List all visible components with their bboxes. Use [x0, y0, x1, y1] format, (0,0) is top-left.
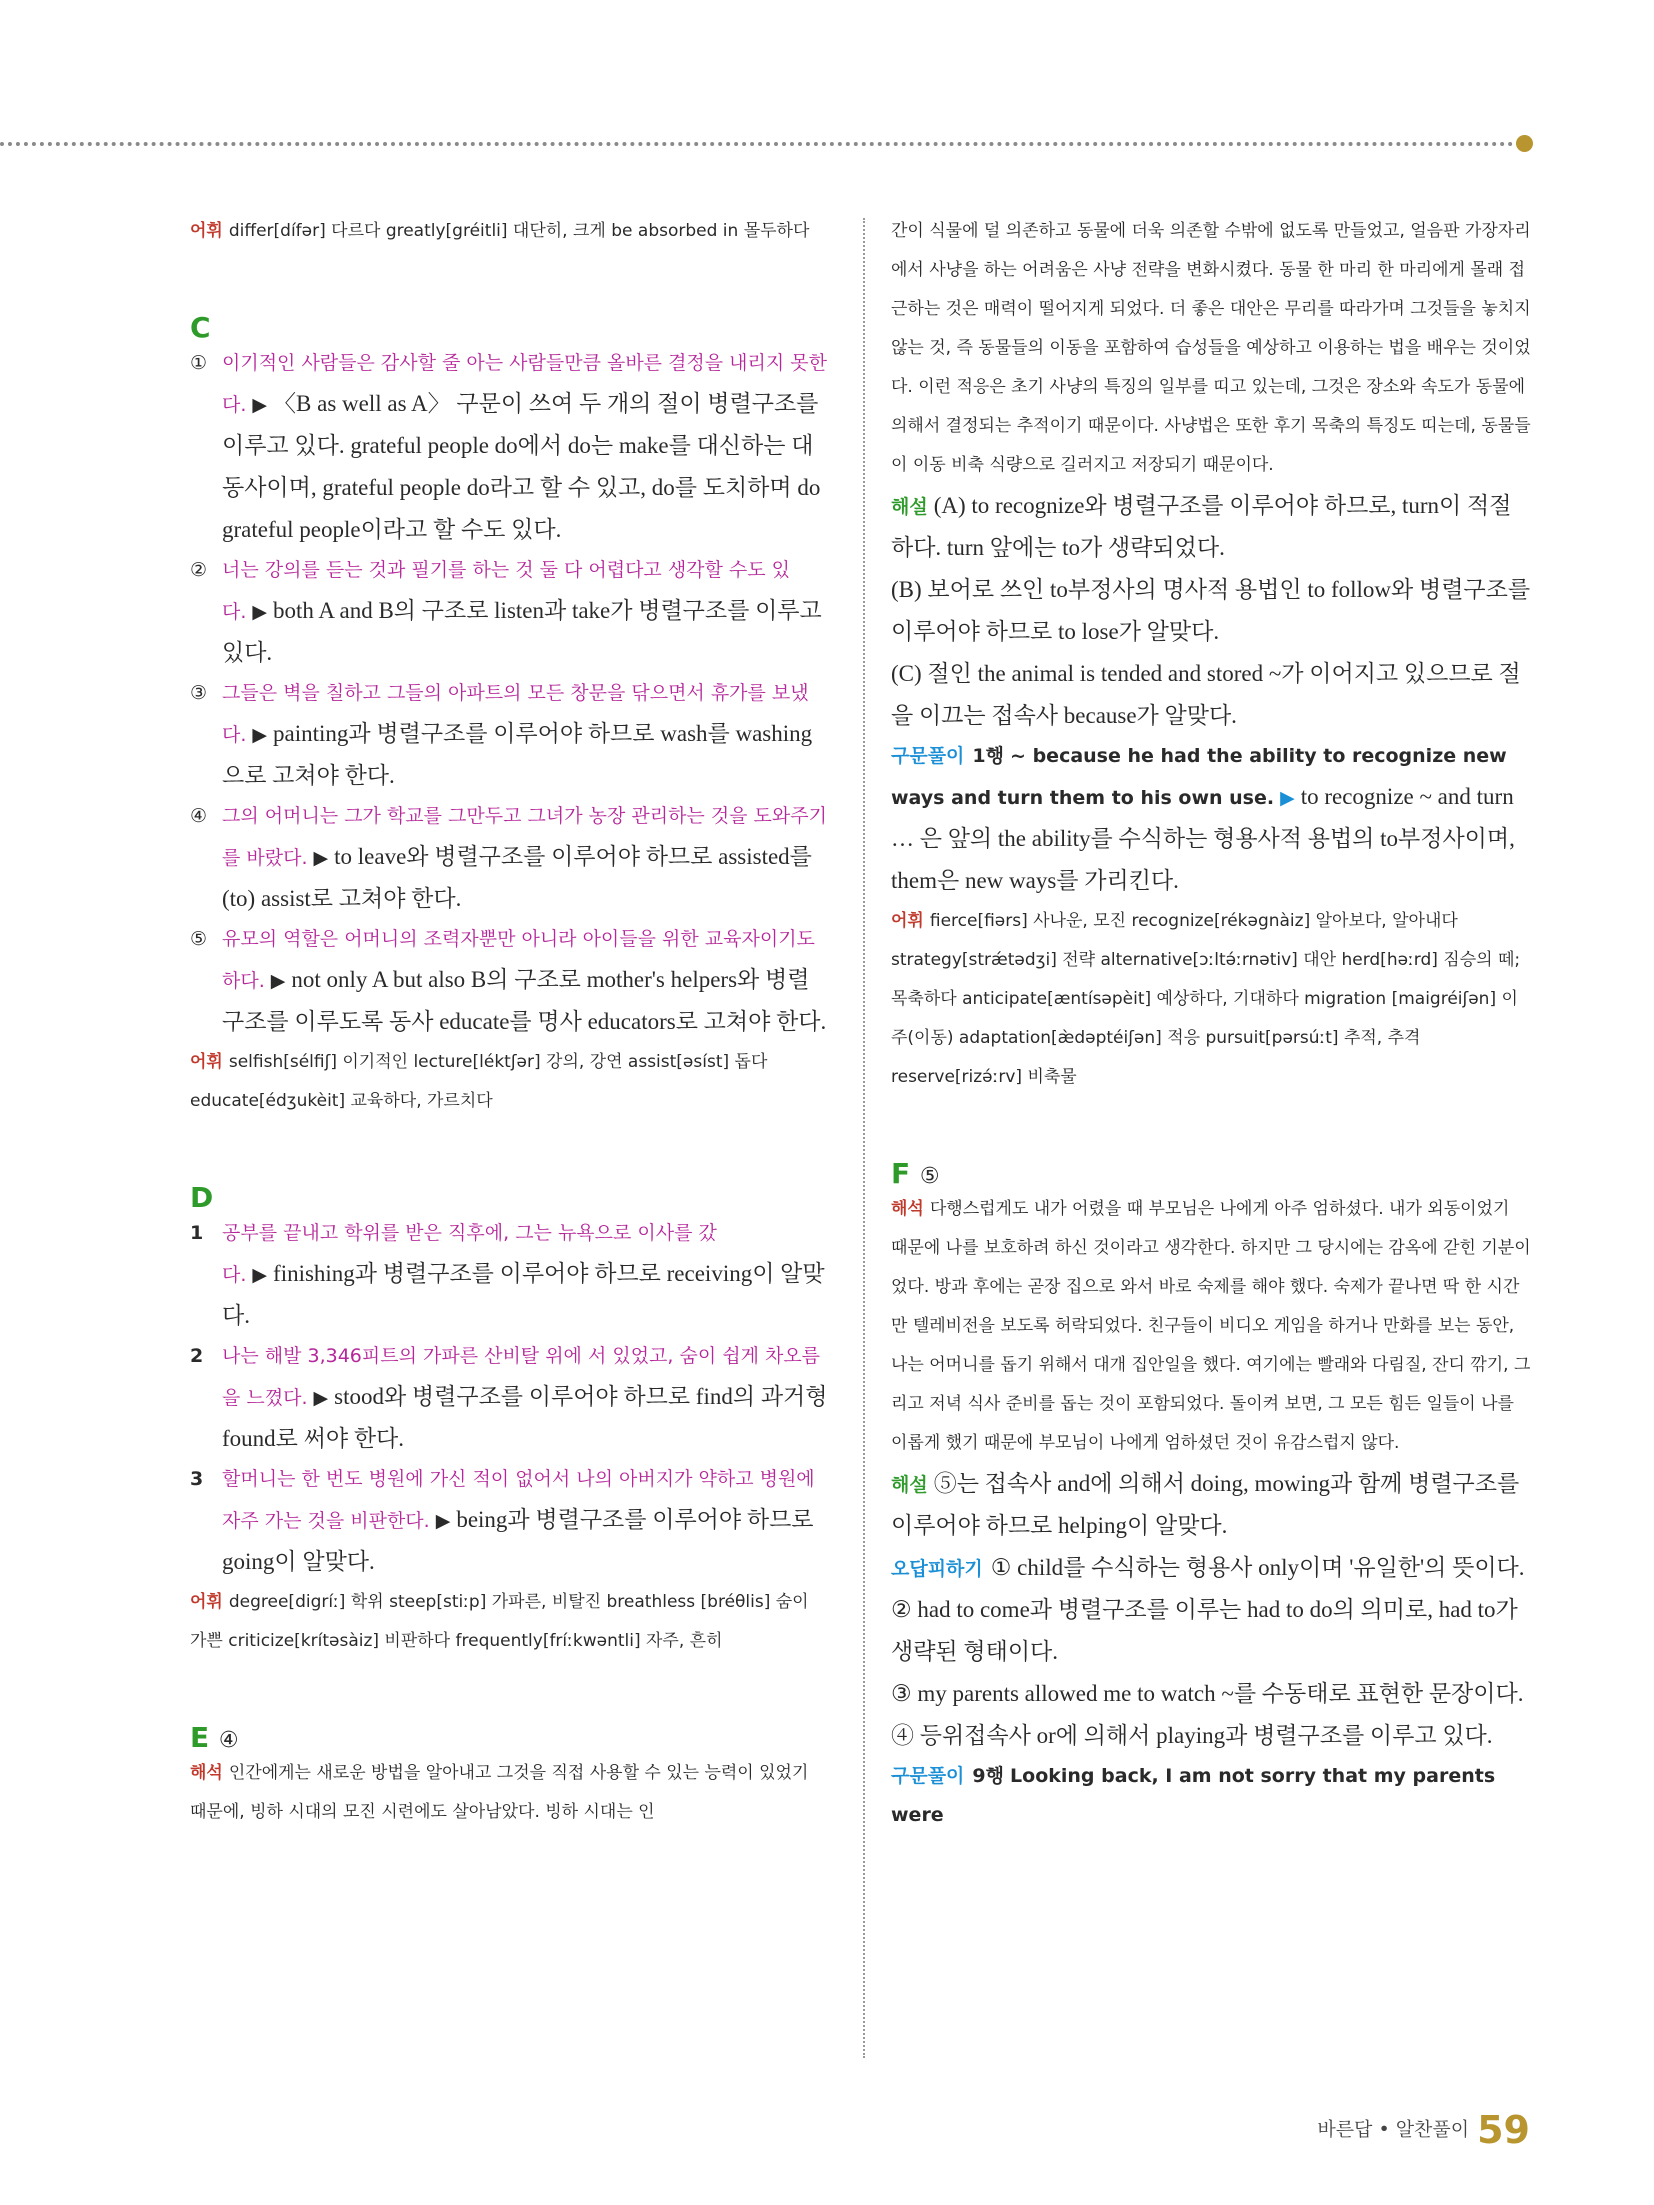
vocab-b: 어휘 differ[dífər] 다르다 greatly[gréitli] 대단히, 크게 be absorbed in 몰두하다 — [190, 221, 810, 241]
page-footer — [1317, 2108, 1530, 2152]
section-d-heading: D — [190, 1181, 214, 1214]
vocab-d: 어휘 degree[digríː] 학위 steep[stiːp] 가파른, 비탈진 breathless [bréθlis] 숨이 가쁜 criticize[krítəsàiz] 비판하다 frequently[fríːkwəntli] 자주, 흔히 — [190, 1592, 809, 1651]
section-c-heading: C — [190, 311, 211, 344]
vocab-c: 어휘 selfish[sélfiʃ] 이기적인 lecture[léktʃər] 강의, 강연 assist[əsíst] 돕다 educate[édʒukèit] 교육하다, 가르치다 — [190, 1052, 768, 1111]
f-translation: 해석 다행스럽게도 내가 어렸을 때 부모님은 나에게 아주 엄하셨다. 내가 외동이었기 때문에 나를 보호하려 하신 것이라고 생각한다. 하지만 그 당시에는 감옥에 갇힌 기분이었다. 방과 후에는 곧장 집으로 와서 바로 숙제를 해야 했다. 숙제가 끝나면 딱 한 시간만 텔레비전을 보도록 허락되었다. 친구들이 비디오 게임을 하거나 만화를 보는 동안, 나는 어머니를 돕기 위해서 대개 집안일을 했다. 여기에는 빨래와 다림질, 잔디 깎기, 그리고 저녁 식사 준비를 돕는 것이 포함되었다. 돌이켜 보면, 그 모든 힘든 일들이 나를 이롭게 했기 때문에 부모님이 나에게 엄하셨던 것이 유감스럽지 않다. — [891, 1199, 1531, 1453]
vocab-e: 어휘 fierce[fiərs] 사나운, 모진 recognize[rékəgnàiz] 알아보다, 알아내다 strategy[strǽtədʒi] 전략 alternative[ɔːltə́ːrnətiv] 대안 herd[həːrd] 짐승의 떼; 목축하다 anticipate[æntísəpèit] 예상하다, 기대하다 migration [maigréiʃən] 이주(이동) adaptation[æ̀dəptéiʃən] 적응 pursuit[pərsúːt] 추적, 추격 reserve[rizə́ːrv] 비축물 — [891, 911, 1521, 1087]
section-e-heading: E ④ — [190, 1721, 239, 1754]
c-item-1: ① 이기적인 사람들은 감사할 줄 아는 사람들만큼 올바른 결정을 내리지 못한다. ▶ 〈B as well as A〉 구문이 쓰여 두 개의 절이 병렬구조를 이루고 있다. grateful people do에서 do는 make를 대신하는 대동사이며, grateful people do라고 할 수 있고, do를 도치하며 do grateful people이라고 할 수도 있다. — [190, 352, 827, 542]
right-column — [891, 212, 1531, 1835]
f-wrong-3: ③ my parents allowed me to watch ~를 수동태로 표현한 문장이다. — [891, 1681, 1524, 1706]
e-explanation-b: (B) 보어로 쓰인 to부정사의 명사적 용법인 to follow와 병렬구조를 이루어야 하므로 to lose가 알맞다. — [891, 577, 1531, 644]
e-explanation-c: (C) 절인 the animal is tended and stored ~가 이어지고 있으므로 절을 이끄는 접속사 because가 알맞다. — [891, 661, 1521, 728]
left-column — [190, 212, 830, 1832]
c-item-4: ④ 그의 어머니는 그가 학교를 그만두고 그녀가 농장 관리하는 것을 도와주기를 바랐다. ▶ to leave와 병렬구조를 이루어야 하므로 assisted를 (to) assist로 고쳐야 한다. — [190, 805, 827, 911]
e-translation-start: 해석 인간에게는 새로운 방법을 알아내고 그것을 직접 사용할 수 있는 능력이 있었기 때문에, 빙하 시대의 모진 시련에도 살아남았다. 빙하 시대는 인 — [190, 1763, 809, 1822]
e-explanation-a: 해설 (A) to recognize와 병렬구조를 이루어야 하므로, turn이 적절하다. turn 앞에는 to가 생략되었다. — [891, 493, 1512, 560]
c-item-2: ② 너는 강의를 듣는 것과 필기를 하는 것 둘 다 어렵다고 생각할 수도 있다. ▶ both A and B의 구조로 listen과 take가 병렬구조를 이루고 있다. — [190, 559, 822, 665]
d-item-3: 3 할머니는 한 번도 병원에 가신 적이 없어서 나의 아버지가 약하고 병원에 자주 가는 것을 비판한다. ▶ being과 병렬구조를 이루어야 하므로 going이 알맞다. — [190, 1468, 815, 1574]
c-item-3: ③ 그들은 벽을 칠하고 그들의 아파트의 모든 창문을 닦으면서 휴가를 보냈다. ▶ painting과 병렬구조를 이루어야 하므로 wash를 washing으로 고쳐야 한다. — [190, 682, 813, 788]
top-dotted-rule — [0, 142, 1522, 146]
top-rule-dot — [1516, 135, 1533, 152]
c-item-5: ⑤ 유모의 역할은 어머니의 조력자뿐만 아니라 아이들을 위한 교육자이기도 하다. ▶ not only A but also B의 구조로 mother's helpers와 병렬구조를 이루도록 동사 educate를 명사 educators로 고쳐야 한다. — [190, 928, 827, 1034]
e-translation-cont: 간이 식물에 덜 의존하고 동물에 더욱 의존할 수밖에 없도록 만들었고, 얼음판 가장자리에서 사냥을 하는 어려움은 사냥 전략을 변화시켰다. 동물 한 마리 한 마리에게 몰래 접근하는 것은 매력이 떨어지게 되었다. 더 좋은 대안은 무리를 따라가며 그것들을 놓치지 않는 것, 즉 동물들의 이동을 포함하여 습성들을 예상하고 이용하는 법을 배우는 것이었다. 이런 적응은 초기 사냥의 특징의 일부를 띠고 있는데, 그것은 장소와 속도가 동물에 의해서 결정되는 추적이기 때문이다. 사냥법은 또한 후기 목축의 특징도 띠는데, 동물들이 이동 비축 식량으로 길러지고 저장되기 때문이다. — [891, 221, 1531, 475]
footer-text: 바른답 • 알찬풀이 — [1317, 2118, 1470, 2141]
f-wrong-4: ④ 등위접속사 or에 의해서 playing과 병렬구조를 이루고 있다. — [891, 1723, 1493, 1748]
e-key-phrase: 구문풀이 1행 ~ because he had the ability to recognize new ways and turn them to his own use. ▶ to recognize ~ and turn … 은 앞의 the ability를 수식하는 형용사적 용법의 to부정사이며, them은 new ways를 가리킨다. — [891, 745, 1515, 893]
f-explanation: 해설 ⑤는 접속사 and에 의해서 doing, mowing과 함께 병렬구조를 이루어야 하므로 helping이 알맞다. — [891, 1471, 1520, 1538]
section-f-heading: F ⑤ — [891, 1157, 940, 1190]
page-number: 59 — [1477, 2108, 1530, 2152]
d-item-2: 2 나는 해발 3,346피트의 가파른 산비탈 위에 서 있었고, 숨이 쉽게 차오름을 느꼈다. ▶ stood와 병렬구조를 이루어야 하므로 find의 과거형 found로 써야 한다. — [190, 1345, 828, 1451]
column-separator — [863, 218, 865, 2058]
f-wrong-2: ② had to come과 병렬구조를 이루는 had to do의 의미로, had to가 생략된 형태이다. — [891, 1597, 1518, 1664]
f-key-phrase: 구문풀이 9행 Looking back, I am not sorry that my parents were — [891, 1765, 1496, 1826]
f-wrong-1: 오답피하기 ① child를 수식하는 형용사 only이며 '유일한'의 뜻이다. — [891, 1555, 1525, 1580]
d-item-1: 1 공부를 끝내고 학위를 받은 직후에, 그는 뉴욕으로 이사를 갔다. ▶ finishing과 병렬구조를 이루어야 하므로 receiving이 알맞다. — [190, 1222, 825, 1328]
